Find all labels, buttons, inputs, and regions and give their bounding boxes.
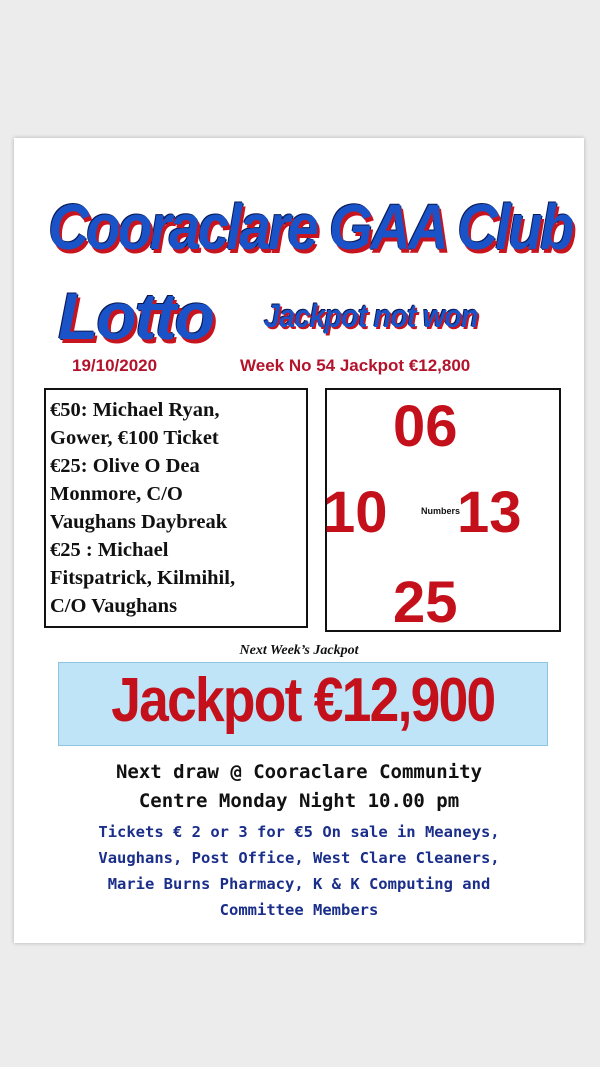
- lotto-number: 25: [393, 570, 458, 635]
- lotto-number: 06: [393, 394, 458, 459]
- draw-date: 19/10/2020: [72, 356, 158, 375]
- winner-line: €25 : Michael: [50, 539, 169, 561]
- winners-box: [44, 388, 308, 628]
- winner-line: Monmore, C/O: [50, 483, 183, 505]
- draw-info-line: Next draw @ Cooraclare Community: [115, 761, 483, 783]
- tickets-line: Vaughans, Post Office, West Clare Cleaners,: [98, 849, 500, 867]
- next-jackpot-amount: Jackpot €12,900: [111, 666, 495, 735]
- numbers-label: Numbers: [421, 506, 461, 516]
- winner-line: Vaughans Daybreak: [50, 511, 228, 533]
- winner-line: €50: Michael Ryan,: [50, 399, 220, 421]
- week-info: Week No 54 Jackpot €12,800: [240, 356, 471, 375]
- club-title: Cooraclare GAA Club: [48, 191, 572, 263]
- next-jackpot-banner: [58, 662, 548, 746]
- tickets-line: Committee Members: [219, 901, 379, 919]
- tickets-line: Marie Burns Pharmacy, K & K Computing and: [107, 875, 491, 893]
- numbers-box: [323, 388, 561, 635]
- jackpot-status: Jackpot not won: [264, 298, 478, 334]
- lotto-title: Lotto: [58, 279, 213, 353]
- winner-line: Gower, €100 Ticket: [50, 427, 219, 449]
- draw-info: [14, 758, 584, 816]
- next-week-label: Next Week’s Jackpot: [239, 643, 359, 658]
- draw-info-line: Centre Monday Night 10.00 pm: [138, 790, 460, 812]
- lotto-poster: [14, 138, 584, 943]
- winner-line: C/O Vaughans: [50, 595, 178, 617]
- tickets-line: Tickets € 2 or 3 for €5 On sale in Meaneys,: [98, 823, 500, 841]
- lotto-number: 10: [323, 480, 388, 545]
- lotto-number: 13: [457, 480, 522, 545]
- tickets-info: [14, 819, 584, 923]
- winner-line: €25: Olive O Dea: [50, 455, 200, 477]
- winner-line: Fitspatrick, Kilmihil,: [50, 567, 236, 589]
